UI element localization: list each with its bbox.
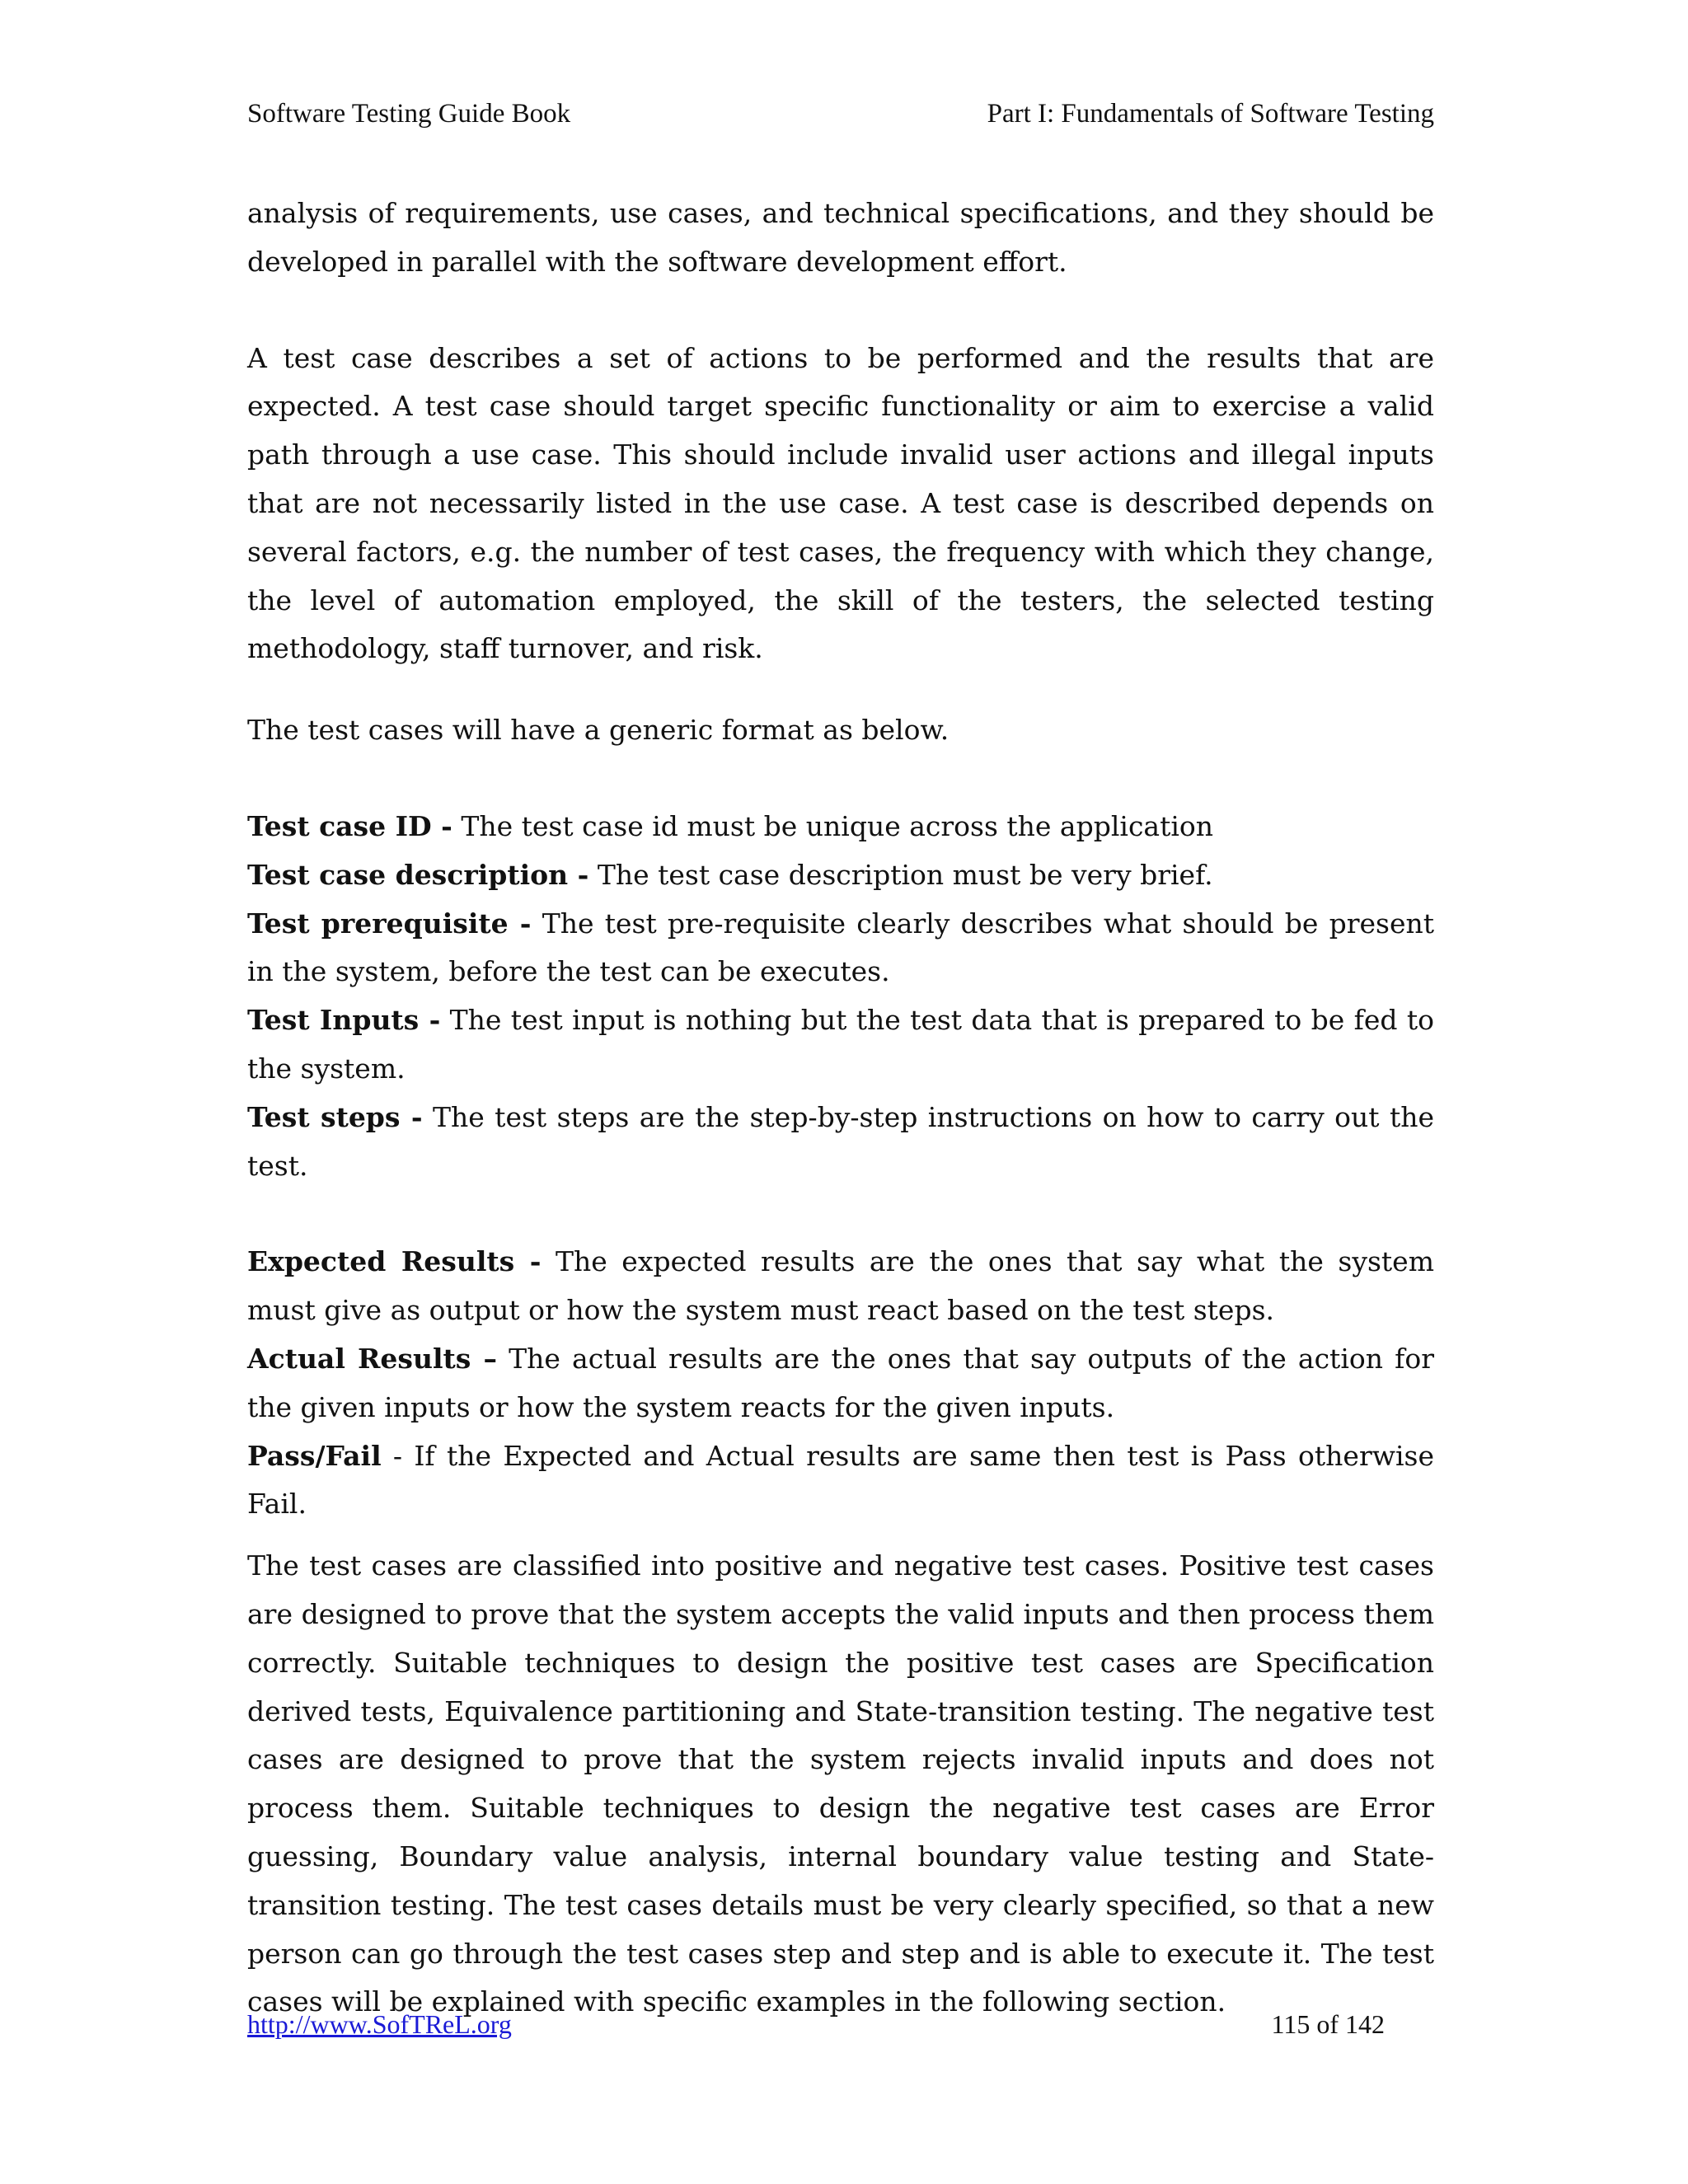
field-term: Actual Results – bbox=[247, 1342, 497, 1375]
page-number: 115 of 142 bbox=[1271, 2009, 1385, 2039]
field-desc: The test pre-requisite clearly describes what should be present in the system, before the test can be executes. bbox=[247, 907, 1434, 988]
field-term: Pass/Fail bbox=[247, 1439, 382, 1472]
page-header bbox=[247, 97, 1434, 130]
paragraph-continuation: analysis of requirements, use cases, and technical specifications, and they should be developed in parallel with the software development effort. bbox=[247, 197, 1434, 278]
field-term: Test prerequisite - bbox=[247, 907, 532, 940]
field-actual-results bbox=[247, 1335, 1434, 1432]
paragraph-test-case-definition: A test case describes a set of actions to be performed and the results that are expected. A test case should target specific functionality or aim to exercise a valid path through a use case. This should include invalid user actions and illegal inputs that are not necessarily listed in the use case. A test case is described depends on several factors, e.g. the number of test cases, the frequency with which they change, the level of automation employed, the skill of the testers, the selected testing methodology, staff turnover, and risk. bbox=[247, 341, 1434, 665]
field-term: Expected Results - bbox=[247, 1245, 542, 1278]
field-term: Test case description - bbox=[247, 858, 589, 891]
paragraph-positive-negative-cases: The test cases are classified into positive and negative test cases. Positive test cases are designed to prove that the system accepts the valid inputs and then process them correctly. Suitable techniques to design the positive test cases are Specification derived tests, Equivalence partitioning and State-transition testing. The negative test cases are designed to prove that the system rejects invalid inputs and does not process them. Suitable techniques to design the negative test cases are Error guessing, Boundary value analysis, internal boundary value testing and State-transition testing. The test cases details must be very clearly specified, so that a new person can go through the test cases step and step and is able to execute it. The test cases will be explained with specific examples in the following section. bbox=[247, 1549, 1434, 2018]
field-expected-results bbox=[247, 1238, 1434, 1335]
field-desc: The test case id must be unique across the application bbox=[452, 809, 1214, 842]
field-test-inputs bbox=[247, 996, 1434, 1094]
page-footer bbox=[247, 2008, 1385, 2041]
field-term: Test steps - bbox=[247, 1100, 423, 1133]
field-desc: The test steps are the step-by-step instructions on how to carry out the test. bbox=[247, 1100, 1434, 1182]
field-desc: The test input is nothing but the test data that is prepared to be fed to the system. bbox=[247, 1004, 1434, 1085]
header-part-title: Part I: Fundamentals of Software Testing bbox=[987, 99, 1434, 129]
field-term: Test Inputs - bbox=[247, 1004, 441, 1037]
field-pass-fail bbox=[247, 1432, 1434, 1530]
body-content bbox=[247, 190, 1434, 2027]
field-term: Test case ID - bbox=[247, 809, 452, 842]
paragraph-generic-format-intro: The test cases will have a generic format as below. bbox=[247, 714, 950, 747]
field-test-case-description bbox=[247, 851, 1434, 900]
field-desc: The actual results are the ones that say outputs of the action for the given inputs or how the system reacts for the given inputs. bbox=[247, 1342, 1434, 1423]
field-desc: The expected results are the ones that say what the system must give as output or how the system must react based on the test steps. bbox=[247, 1245, 1434, 1327]
field-desc: - If the Expected and Actual results are same then test is Pass otherwise Fail. bbox=[247, 1439, 1434, 1521]
footer-website-link[interactable]: http://www.SofTReL.org bbox=[247, 2009, 512, 2039]
header-book-title: Software Testing Guide Book bbox=[247, 99, 571, 129]
field-test-prerequisite bbox=[247, 900, 1434, 997]
field-test-case-id bbox=[247, 803, 1434, 851]
field-desc: The test case description must be very brief. bbox=[588, 858, 1213, 891]
field-test-steps bbox=[247, 1094, 1434, 1191]
